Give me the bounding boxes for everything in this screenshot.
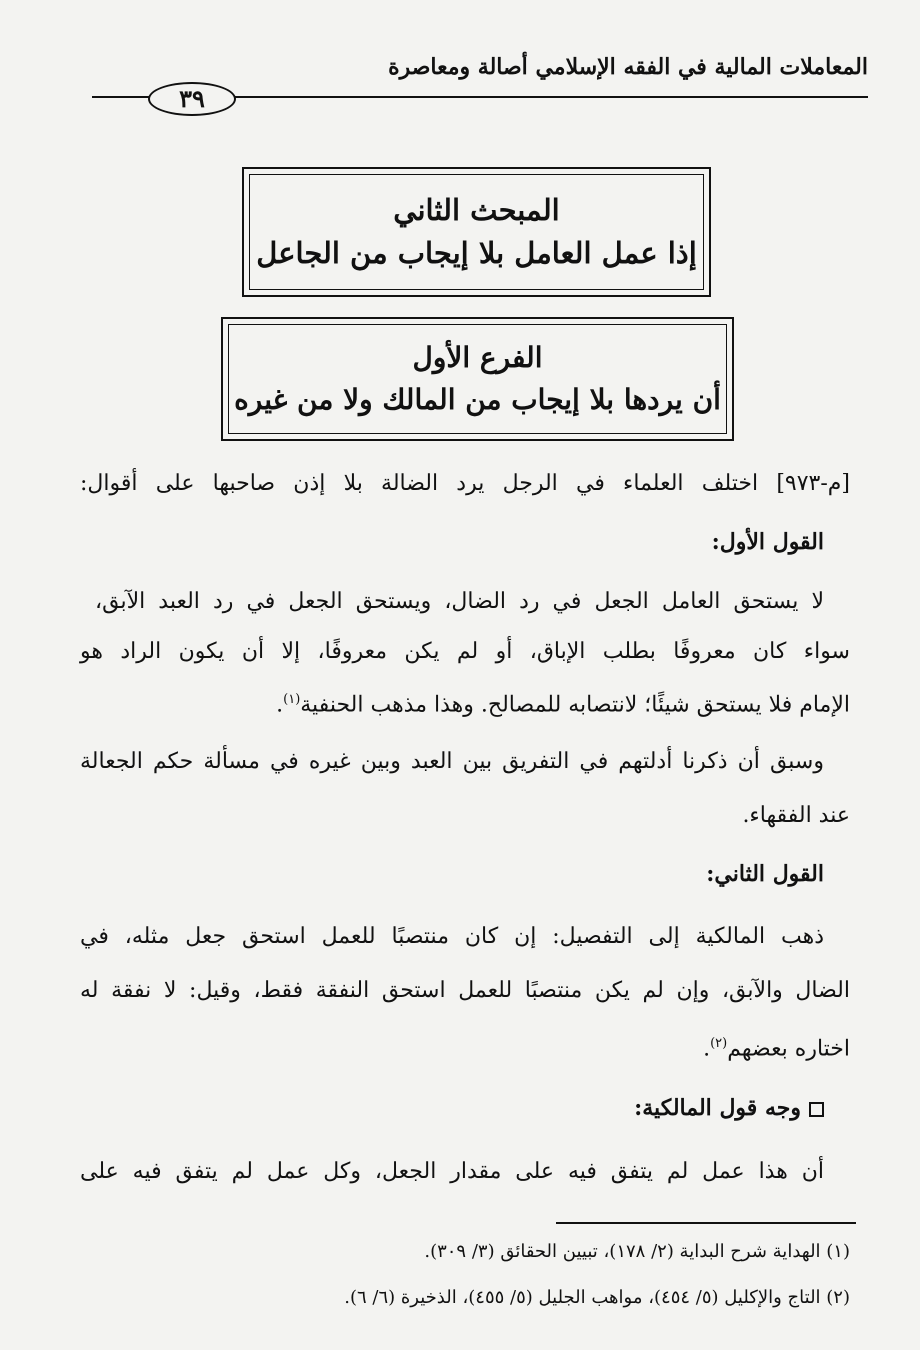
previous-mention-line-1: وسبق أن ذكرنا أدلتهم في التفريق بين العبد وبين غيره في مسألة حكم الجعالة — [80, 749, 824, 774]
page-number: ٣٩ — [148, 82, 236, 116]
section-heading-frame — [242, 167, 711, 297]
second-opinion-line-3-text: اختاره بعضهم — [727, 1036, 850, 1062]
running-title: المعاملات المالية في الفقه الإسلامي أصالة ومعاصرة — [388, 54, 868, 80]
footnote-ref-2: (٢) — [710, 1036, 728, 1051]
first-opinion-heading: القول الأول: — [711, 529, 824, 555]
footnote-rule — [556, 1222, 856, 1224]
previous-mention-line-2: عند الفقهاء. — [742, 803, 850, 828]
first-opinion-line-2: سواء كان معروفًا بطلب الإباق، أو لم يكن معروفًا، إلا أن يكون الراد هو — [80, 639, 850, 664]
maliki-reasoning-heading-text: وجه قول المالكية: — [634, 1095, 801, 1121]
footnote-2: (٢) التاج والإكليل (٥/ ٤٥٤)، مواهب الجليل (٥/ ٤٥٥)، الذخيرة (٦/ ٦). — [344, 1287, 850, 1308]
section-heading-title: إذا عمل العامل بلا إيجاب من الجاعل — [256, 236, 697, 270]
section-heading-label: المبحث الثاني — [393, 192, 560, 227]
subsection-heading-title: أن يردها بلا إيجاب من المالك ولا من غيره — [234, 383, 721, 416]
second-opinion-heading: القول الثاني: — [706, 861, 824, 887]
second-opinion-line-1: ذهب المالكية إلى التفصيل: إن كان منتصبًا للعمل استحق جعل مثله، في — [80, 924, 824, 949]
maliki-reasoning-line-1: أن هذا عمل لم يتفق فيه على مقدار الجعل، وكل عمل لم يتفق فيه على — [80, 1159, 824, 1184]
checkbox-square-icon — [809, 1102, 824, 1117]
intro-paragraph: [م-٩٧٣] اختلف العلماء في الرجل يرد الضالة بلا إذن صاحبها على أقوال: — [80, 471, 850, 496]
second-opinion-line-3: اختاره بعضهم$^{(٢)}$. — [703, 1036, 850, 1062]
subsection-heading-label: الفرع الأول — [412, 341, 543, 374]
first-opinion-line-1: لا يستحق العامل الجعل في رد الضال، ويستحق الجعل في رد العبد الآبق، — [95, 589, 824, 614]
subsection-heading-frame — [221, 317, 734, 441]
first-opinion-line-3: الإمام فلا يستحق شيئًا؛ لانتصابه للمصالح. وهذا مذهب الحنفية$^{(١)}$. — [276, 692, 850, 718]
first-opinion-line-3-text: الإمام فلا يستحق شيئًا؛ لانتصابه للمصالح. وهذا مذهب الحنفية — [300, 692, 850, 718]
maliki-reasoning-heading — [634, 1092, 824, 1124]
footnote-ref-1: (١) — [283, 692, 301, 707]
footnote-1: (١) الهداية شرح البداية (٢/ ١٧٨)، تبيين الحقائق (٣/ ٣٠٩). — [424, 1241, 850, 1262]
second-opinion-line-2: الضال والآبق، وإن لم يكن منتصبًا للعمل استحق النفقة فقط، وقيل: لا نفقة له — [80, 978, 850, 1003]
